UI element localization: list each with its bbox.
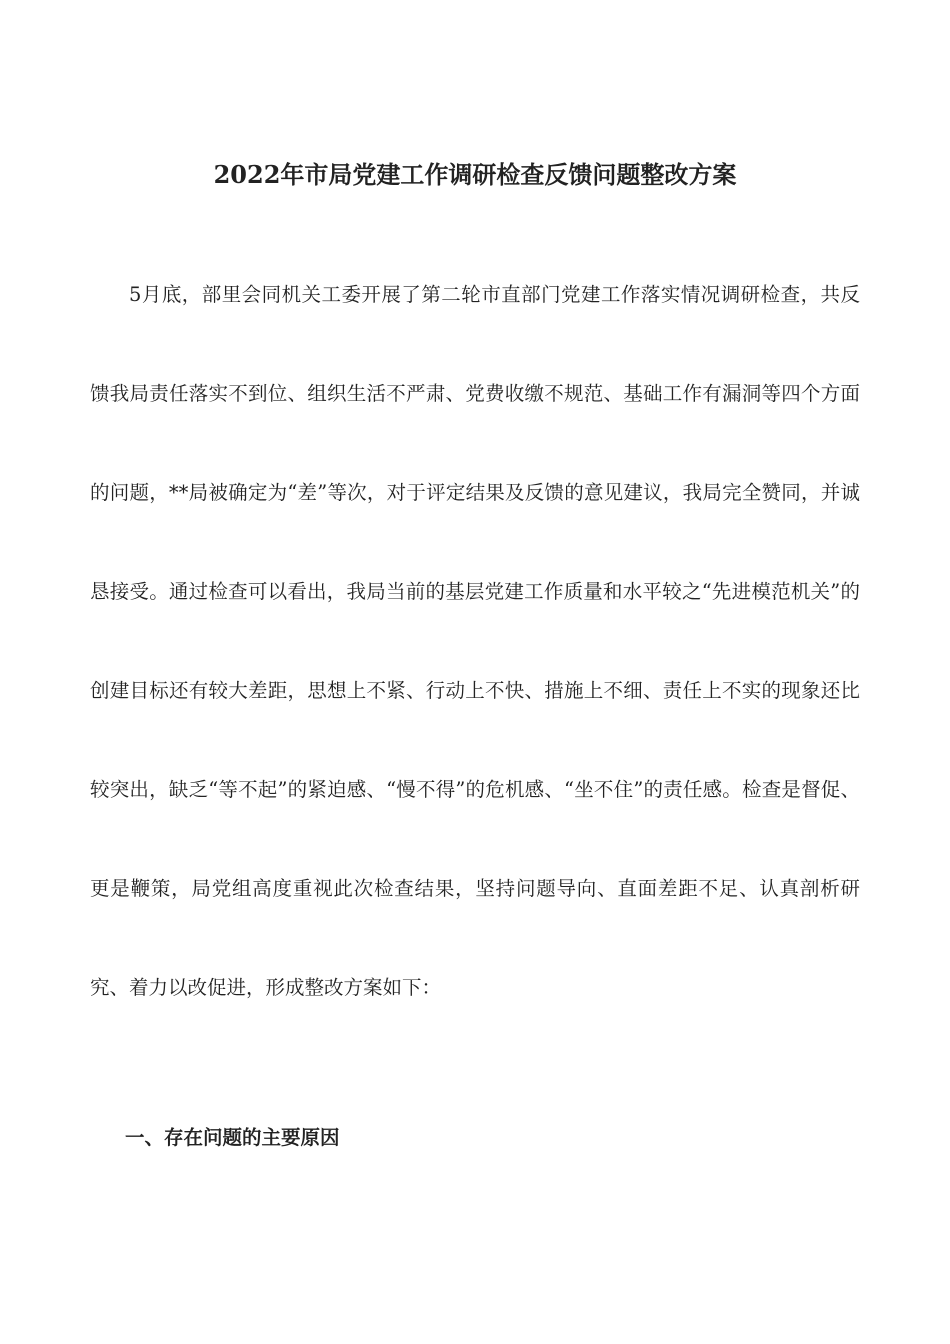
intro-paragraph: 5月底，部里会同机关工委开展了第二轮市直部门党建工作落实情况调研检查，共反馈我局责任落实不到位、组织生活不严肃、党费收缴不规范、基础工作有漏洞等四个方面的问题，**局被确定为“差”等次，对于评定结果及反馈的意见建议，我局完全赞同，并诚恳接受。通过检查可以看出，我局当前的基层党建工作质量和水平较之“先进模范机关”的创建目标还有较大差距，思想上不紧、行动上不快、措施上不细、责任上不实的现象还比较突出，缺乏“等不起”的紧迫感、“慢不得”的危机感、“坐不住”的责任感。检查是督促、更是鞭策，局党组高度重视此次检查结果，坚持问题导向、直面差距不足、认真剖析研究、着力以改促进，形成整改方案如下： [90, 283, 860, 999]
section-heading: 一、存在问题的主要原因 [125, 1126, 340, 1149]
document-title: 2022年市局党建工作调研检查反馈问题整改方案 [213, 160, 737, 189]
